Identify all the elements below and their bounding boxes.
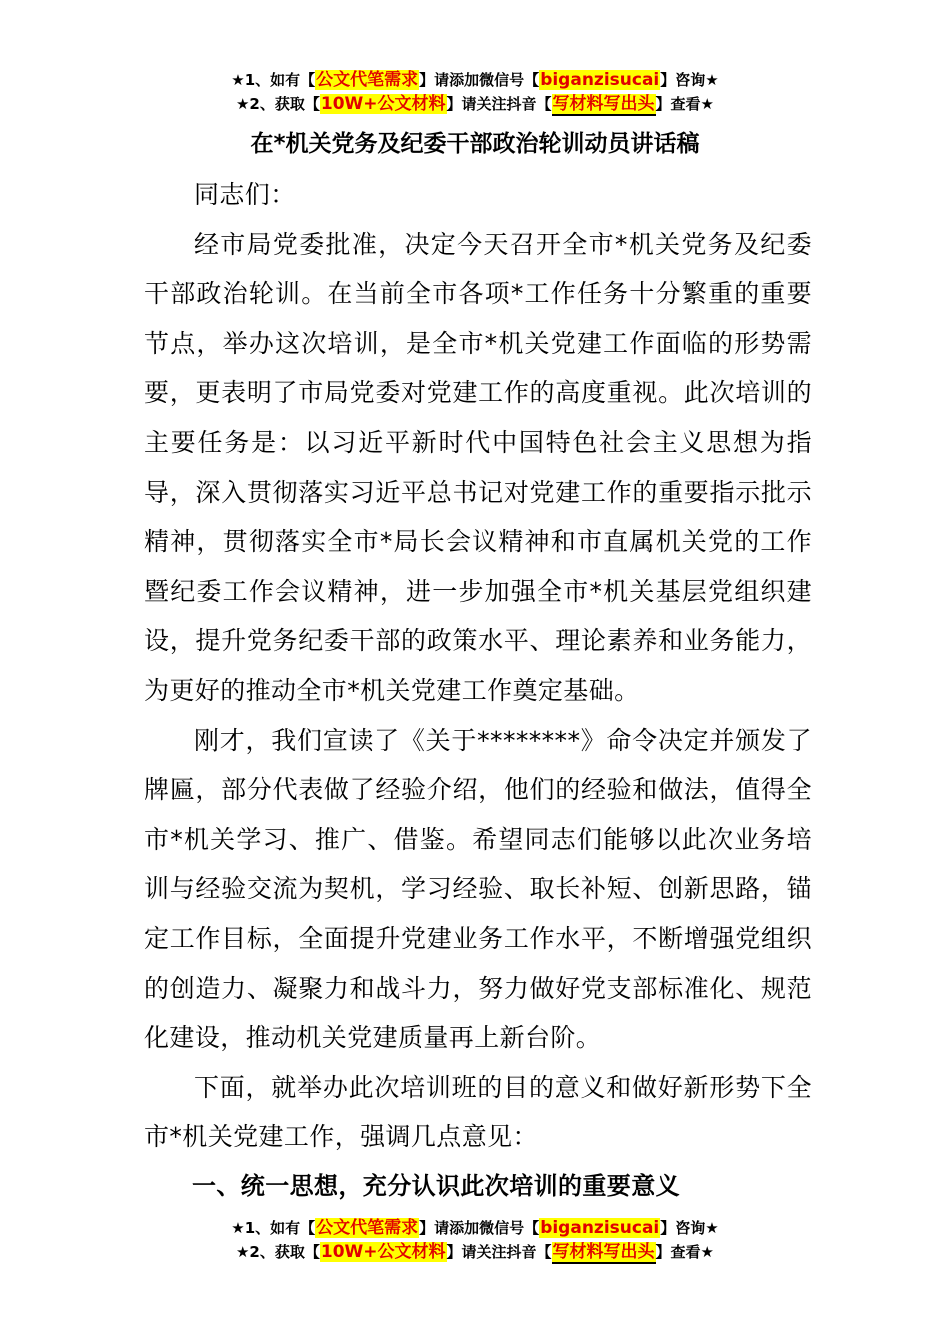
footer-ad-line-1-prefix: ★1、如有【	[231, 1219, 316, 1237]
footer-ad-line-2-mid: 】请关注抖音【	[446, 1243, 552, 1261]
footer-ad-douyin-account: 写材料写出头	[552, 1242, 655, 1262]
ad-douyin-account: 写材料写出头	[552, 94, 655, 114]
footer-ad-line-1-mid: 】请添加微信号【	[419, 1219, 540, 1237]
footer-ad-line-1-highlight: 公文代笔需求	[316, 1218, 419, 1238]
salutation: 同志们：	[194, 180, 296, 209]
document-title: 在*机关党务及纪委干部政治轮训动员讲话稿	[250, 131, 700, 157]
footer-ad-line-1	[0, 1216, 950, 1240]
ad-line-1-prefix: ★1、如有【	[231, 71, 316, 89]
footer-ad-line-2-highlight: 10W+公文材料	[320, 1242, 446, 1262]
ad-line-2-prefix: ★2、获取【	[235, 95, 320, 113]
document-body	[144, 170, 812, 1211]
body-paragraph-3: 下面，就举办此次培训班的目的意义和做好新形势下全市*机关党建工作，强调几点意见：	[144, 1072, 812, 1152]
ad-line-2-suffix: 】查看★	[655, 95, 714, 113]
ad-line-1	[0, 68, 950, 92]
footer-ad-line-1-suffix: 】咨询★	[660, 1219, 719, 1237]
body-paragraph-1: 经市局党委批准，决定今天召开全市*机关党务及纪委干部政治轮训。在当前全市各项*工作任务十分繁重的重要节点，举办这次培训，是全市*机关党建工作面临的形势需要，更表明了市局党委对党建工作的高度重视。此次培训的主要任务是：以习近平新时代中国特色社会主义思想为指导，深入贯彻落实习近平总书记对党建工作的重要指示批示精神，贯彻落实全市*局长会议精神和市直属机关党的工作暨纪委工作会议精神，进一步加强全市*机关基层党组织建设，提升党务纪委干部的政策水平、理论素养和业务能力，为更好的推动全市*机关党建工作奠定基础。	[144, 229, 812, 705]
footer-ad-line-2-prefix: ★2、获取【	[235, 1243, 320, 1261]
ad-wechat-id: biganzisucai	[540, 70, 660, 90]
footer-ad-banner	[0, 1216, 950, 1264]
ad-line-2-mid: 】请关注抖音【	[446, 95, 552, 113]
footer-ad-line-2-suffix: 】查看★	[655, 1243, 714, 1261]
footer-ad-line-2	[0, 1240, 950, 1264]
ad-line-1-suffix: 】咨询★	[660, 71, 719, 89]
body-paragraph-2: 刚才，我们宣读了《关于********》命令决定并颁发了牌匾，部分代表做了经验介绍，他们的经验和做法，值得全市*机关学习、推广、借鉴。希望同志们能够以此次业务培训与经验交流为契机，学习经验、取长补短、创新思路，锚定工作目标，全面提升党建业务工作水平，不断增强党组织的创造力、凝聚力和战斗力，努力做好党支部标准化、规范化建设，推动机关党建质量再上新台阶。	[144, 725, 812, 1053]
section-heading-1: 一、统一思想，充分认识此次培训的重要意义	[192, 1171, 680, 1200]
ad-line-1-highlight: 公文代笔需求	[316, 70, 419, 90]
footer-ad-wechat-id: biganzisucai	[540, 1218, 660, 1238]
ad-line-1-mid: 】请添加微信号【	[419, 71, 540, 89]
header-ad-banner	[0, 68, 950, 116]
ad-line-2	[0, 92, 950, 116]
ad-line-2-highlight: 10W+公文材料	[320, 94, 446, 114]
